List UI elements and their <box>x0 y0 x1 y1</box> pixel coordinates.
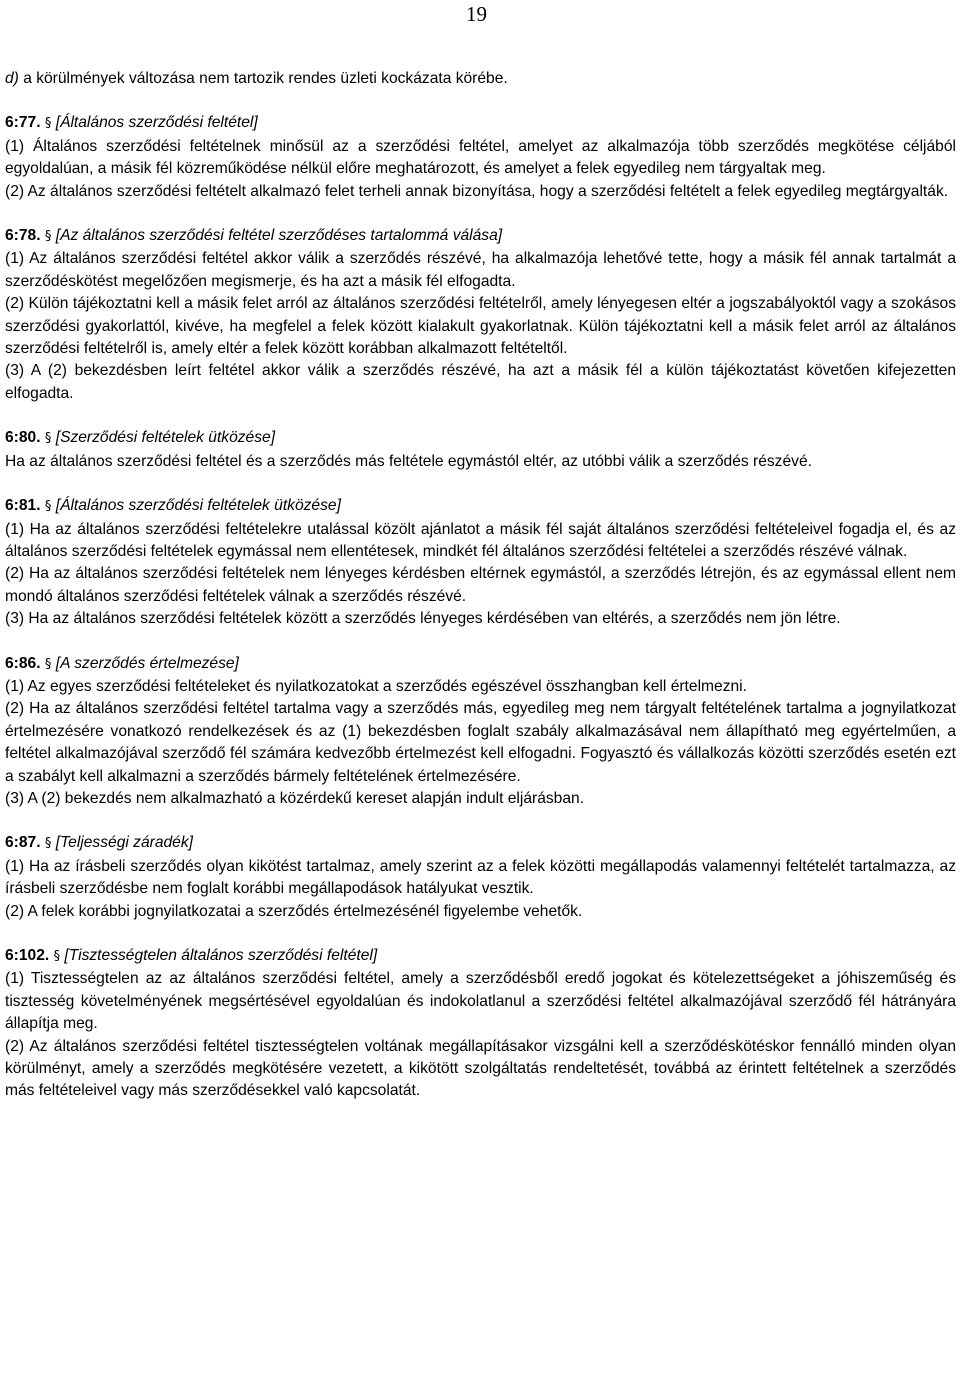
section-number: 6:81. <box>5 497 41 515</box>
section <box>5 653 956 811</box>
section <box>5 112 956 203</box>
section-symbol-icon: § <box>44 431 52 447</box>
section-title: [Tisztességtelen általános szerződési feltétel] <box>64 947 378 964</box>
sections-list <box>5 112 956 1102</box>
section-symbol-icon: § <box>44 499 52 515</box>
section-number: 6:102. <box>5 947 50 964</box>
intro-marker: d) <box>5 70 19 87</box>
section <box>5 427 956 473</box>
document-body <box>5 68 956 1103</box>
section-title: [Szerződési feltételek ütközése] <box>55 429 276 447</box>
section-symbol-icon: § <box>44 229 52 245</box>
section-heading <box>5 945 956 968</box>
section-title: [A szerződés értelmezése] <box>55 654 239 672</box>
section-paragraph: (2) Az általános szerződési feltétel tisztességtelen voltának megállapításakor vizsgálni kell a szerződéskötéskor fennálló minden olyan körülményt, amely a szerződés megkötésére vezetett, a kikötött szolgáltatás rendeltetését, továbbá az érintett feltételnek a szerződés más feltételeivel vagy más szerződésekkel való kapcsolatát. <box>5 1037 956 1100</box>
section-paragraph: (3) A (2) bekezdés nem alkalmazható a közérdekű kereset alapján indult eljárásban. <box>5 789 585 807</box>
section-paragraph: (1) Ha az írásbeli szerződés olyan kikötést tartalmaz, amely szerint az a felek közötti megállapodás valamennyi feltételét tartalmazza, az írásbeli szerződésbe nem foglalt korábbi megállapodások hatályukat vesztik. <box>5 857 956 898</box>
section-symbol-icon: § <box>44 656 52 672</box>
intro-text: a körülmények változása nem tartozik rendes üzleti kockázata körébe. <box>18 70 508 87</box>
section <box>5 832 956 923</box>
section-paragraph: (1) Az általános szerződési feltétel akkor válik a szerződés részévé, ha alkalmazója lehetővé tette, hogy a másik fél annak tartalmát a szerződéskötést megelőzően megismerje, és ha azt a másik fél elfogadta. <box>5 250 956 290</box>
section-paragraph: (1) Az egyes szerződési feltételeket és nyilatkozatokat a szerződés egészével összhangban kell értelmezni. <box>5 677 747 695</box>
intro-paragraph <box>5 68 956 90</box>
page-number: 19 <box>466 2 487 26</box>
section <box>5 495 956 630</box>
section-title: [Általános szerződési feltétel] <box>55 114 258 132</box>
section-heading <box>5 112 956 135</box>
section-title: [Teljességi záradék] <box>55 834 193 852</box>
section-paragraph: (1) Általános szerződési feltételnek minősül az a szerződési feltétel, amelyet az alkalmazója több szerződés megkötése céljából egyoldalúan, a másik fél közreműködése nélkül előre meghatározott, és amelyet a felek egyedileg nem tárgyaltak meg. <box>5 137 956 178</box>
section-paragraph: (1) Tisztességtelen az az általános szerződési feltétel, amely a szerződésből eredő jogokat és kötelezettségeket a jóhiszeműség és tisztesség követelményének megsértésével egyoldalúan és indokolatlanul a szerződési feltétel alkalmazójával szerződő fél hátrányára állapítja meg. <box>5 970 956 1033</box>
section-paragraph: (3) A (2) bekezdésben leírt feltétel akkor válik a szerződés részévé, ha azt a másik fél a külön tájékoztatást követően kifejezetten elfogadta. <box>5 362 956 402</box>
section-number: 6:78. <box>5 227 41 245</box>
section-paragraph: (2) Az általános szerződési feltételt alkalmazó felet terheli annak bizonyítása, hogy a szerződési feltételt a felek egyedileg megtárgyalták. <box>5 182 949 200</box>
section <box>5 225 956 405</box>
section-paragraph: (2) A felek korábbi jognyilatkozatai a szerződés értelmezésénél figyelembe vehetők. <box>5 902 583 920</box>
section-paragraph: Ha az általános szerződési feltétel és a szerződés más feltétele egymástól eltér, az utóbbi válik a szerződés részévé. <box>5 452 812 470</box>
section-paragraph: (3) Ha az általános szerződési feltételek között a szerződés lényeges kérdésében van eltérés, a szerződés nem jön létre. <box>5 610 841 628</box>
section-paragraph: (1) Ha az általános szerződési feltételekre utalással közölt ajánlatot a másik fél saját általános szerződési feltételeivel fogadja el, és az általános szerződési feltételek egymással nem ellentétesek, mindkét fél általános szerződési feltételei a szerződés részévé válnak. <box>5 520 956 560</box>
section-title: [Az általános szerződési feltétel szerződéses tartalommá válása] <box>55 227 503 245</box>
section-title: [Általános szerződési feltételek ütközése] <box>55 497 341 515</box>
section-heading <box>5 832 956 855</box>
section-number: 6:87. <box>5 834 41 852</box>
section-paragraph: (2) Ha az általános szerződési feltételek nem lényeges kérdésben eltérnek egymástól, a szerződés létrejön, és az egymással ellent nem mondó általános szerződési feltételek válnak a szerződés részévé. <box>5 565 956 605</box>
section-heading <box>5 653 956 676</box>
section-symbol-icon: § <box>53 949 61 964</box>
section-number: 6:86. <box>5 654 41 672</box>
section-heading <box>5 427 956 450</box>
section-paragraph: (2) Külön tájékoztatni kell a másik felet arról az általános szerződési feltételről, amely lényegesen eltér a jogszabályoktól vagy a szokásos szerződési gyakorlattól, kivéve, ha megfelel a felek között kialakult gyakorlatnak. Külön tájékoztatni kell a másik felet arról az általános szerződési feltételről is, amely eltér a felek között korábban alkalmazott feltételtől. <box>5 295 956 358</box>
section-number: 6:80. <box>5 429 41 447</box>
section-symbol-icon: § <box>44 116 52 132</box>
section-heading <box>5 495 956 518</box>
section-symbol-icon: § <box>44 836 52 852</box>
section-heading <box>5 225 956 248</box>
section-number: 6:77. <box>5 114 41 132</box>
section-paragraph: (2) Ha az általános szerződési feltétel tartalma vagy a szerződés más, egyedileg meg nem tárgyalt feltételének tartalma a jognyilatkozat értelmezésére vonatkozó rendelkezések és az (1) bekezdésben foglalt szabály alkalmazásával nem állapítható meg egyértelműen, a feltétel alkalmazójával szerződő fél számára kedvezőbb értelmezést kell elfogadni. Fogyasztó és vállalkozás közötti szerződés esetén ezt a szabályt kell alkalmazni a szerződés bármely feltételének értelmezésére. <box>5 700 956 785</box>
section <box>5 945 956 1103</box>
